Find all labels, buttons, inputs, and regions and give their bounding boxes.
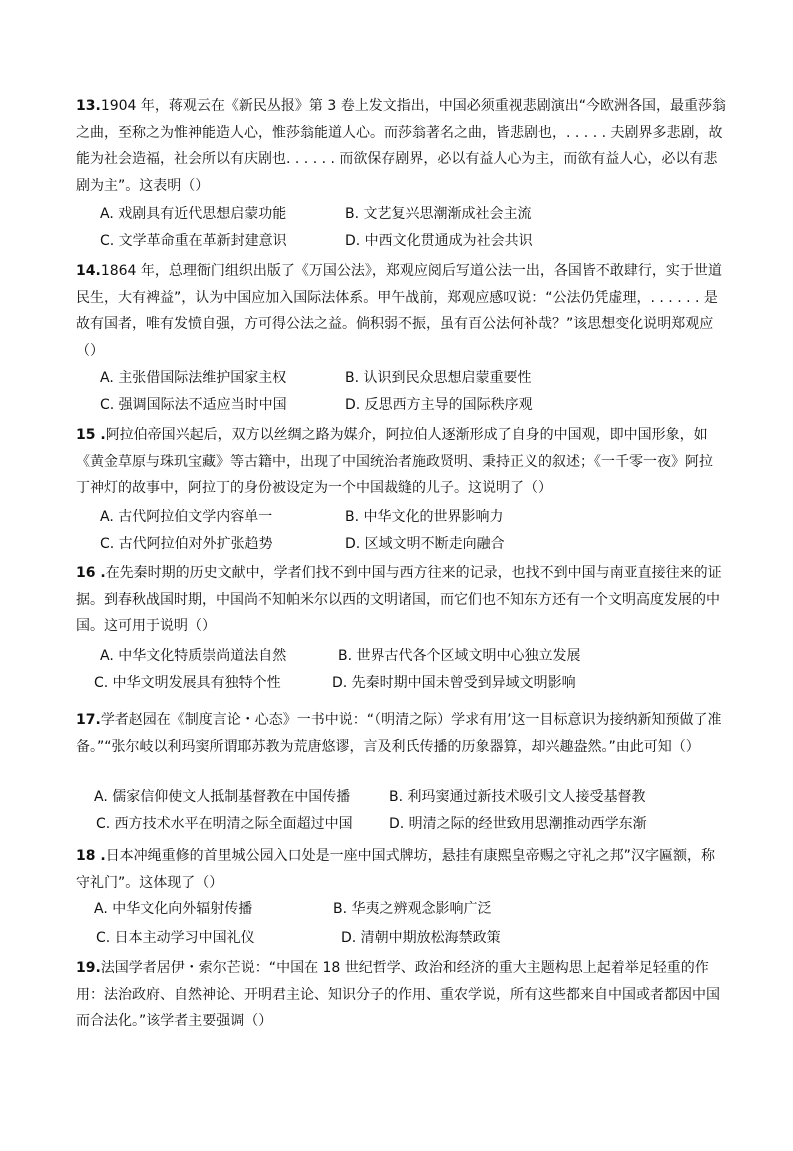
question-number: 16 . xyxy=(76,565,106,581)
option-b: B. 中华文化的世界影响力 xyxy=(345,509,504,525)
question-14-options xyxy=(100,367,720,421)
question-19 xyxy=(76,955,726,1035)
question-number: 18 . xyxy=(76,848,106,864)
option-a: A. 中华文化特质崇尚道法自然 xyxy=(100,648,287,664)
question-15 xyxy=(76,422,726,502)
option-a: A. 儒家信仰使文人抵制基督教在中国传播 xyxy=(94,789,351,805)
option-c: C. 强调国际法不适应当时中国 xyxy=(100,397,287,413)
option-d: D. 中西文化贯通成为社会共识 xyxy=(345,233,533,249)
option-d: D. 明清之际的经世致用思潮推动西学东渐 xyxy=(389,816,647,832)
question-number: 15 . xyxy=(76,427,106,443)
question-16 xyxy=(76,560,726,640)
question-text: 日本冲绳重修的首里城公园入口处是一座中国式牌坊，悬挂有康熙皇帝赐之守礼之邦”汉字匾额，称守礼门”。这体现了（） xyxy=(76,848,715,891)
question-18 xyxy=(76,843,726,896)
option-d: D. 先秦时期中国未曾受到异域文明影响 xyxy=(332,675,576,691)
option-a: A. 主张借国际法维护国家主权 xyxy=(100,370,287,386)
question-text: 1864 年，总理衙门组织出版了《万国公法》，郑观应阅后写道公法一出，各国皆不敢肆行，实于世道民生，大有裨益”，认为中国应加入国际法体系。甲午战前，郑观应感叹说：“公法仍凭虚理，. . . . . . 是故有国者，唯有发愤自强，方可得公法之益。倘积弱不振，虽有百公法何补哉？”该思想变化说明郑观应（） xyxy=(76,263,722,359)
question-number: 17. xyxy=(76,712,101,728)
question-text: 阿拉伯帝国兴起后，双方以丝绸之路为媒介，阿拉伯人逐渐形成了自身的中国观，即中国形象，如《黄金草原与珠玑宝藏》等古籍中，出现了中国统治者施政贤明、秉持正义的叙述；《一千零一夜》阿拉丁神灯的故事中，阿拉丁的身份被设定为一个中国裁缝的儿子。这说明了（） xyxy=(76,427,713,496)
question-text: 学者赵园在《制度言论・心态》一书中说：“（明清之际）学求有用’这一目标意识为接纳新知预做了准备。”“张尔岐以利玛窦所谓耶苏教为荒唐悠谬，言及利氏传播的历象器算，却兴趣盎然。”由此可知（） xyxy=(76,712,722,755)
question-text: 1904 年，蒋观云在《新民丛报》第 3 卷上发文指出，中国必须重视悲剧演出“今欧洲各国，最重莎翁之曲，至称之为惟神能造人心，惟莎翁能道人心。而莎翁著名之曲，皆悲剧也，. . . . . 夫剧界多悲剧，故能为社会造福，社会所以有庆剧也. . . . . . 而欲保存剧界，必以有益人心为主，而欲有益人心，必以有悲剧为主”。这表明（） xyxy=(76,98,726,194)
option-c: C. 中华文明发展具有独特个性 xyxy=(94,675,281,691)
question-13-options xyxy=(100,203,720,257)
option-b: B. 文艺复兴思潮渐成社会主流 xyxy=(345,206,532,222)
question-number: 13. xyxy=(76,98,101,114)
option-d: D. 反思西方主导的国际秩序观 xyxy=(345,397,533,413)
question-17-options xyxy=(94,786,714,840)
question-number: 19. xyxy=(76,960,101,976)
question-15-options xyxy=(100,506,720,560)
option-a: A. 古代阿拉伯文学内容单一 xyxy=(100,509,273,525)
question-13 xyxy=(76,93,726,199)
option-b: B. 利玛窦通过新技术吸引文人接受基督教 xyxy=(389,789,646,805)
option-b: B. 认识到民众思想启蒙重要性 xyxy=(345,370,532,386)
question-17 xyxy=(76,707,726,760)
option-a: A. 戏剧具有近代思想启蒙功能 xyxy=(100,206,287,222)
question-18-options xyxy=(94,898,714,954)
option-b: B. 世界古代各个区域文明中心独立发展 xyxy=(338,648,581,664)
option-c: C. 文学革命重在革新封建意识 xyxy=(100,233,287,249)
option-c: C. 古代阿拉伯对外扩张趋势 xyxy=(100,536,273,552)
option-c: C. 西方技术水平在明清之际全面超过中国 xyxy=(96,816,353,832)
question-number: 14. xyxy=(76,263,101,279)
option-a: A. 中华文化向外辐射传播 xyxy=(94,901,253,917)
option-d: D. 区域文明不断走向融合 xyxy=(345,536,505,552)
question-text: 在先秦时期的历史文献中，学者们找不到中国与西方往来的记录，也找不到中国与南亚直接往来的证据。到春秋战国时期，中国尚不知帕米尔以西的文明诸国，而它们也不知东方还有一个文明高度发展的中国。这可用于说明（） xyxy=(76,565,722,634)
question-text: 法国学者居伊・索尔芒说：“中国在 18 世纪哲学、政治和经济的重大主题构思上起着举足轻重的作用：法治政府、自然神论、开明君主论、知识分子的作用、重农学说，所有这些都来自中国或者都因中国而合法化。”该学者主要强调（） xyxy=(76,960,720,1029)
question-16-options xyxy=(94,645,720,699)
option-b: B. 华夷之辨观念影响广泛 xyxy=(333,901,492,917)
option-c: C. 日本主动学习中国礼仪 xyxy=(96,930,255,946)
question-14 xyxy=(76,258,726,364)
option-d: D. 清朝中期放松海禁政策 xyxy=(341,930,501,946)
